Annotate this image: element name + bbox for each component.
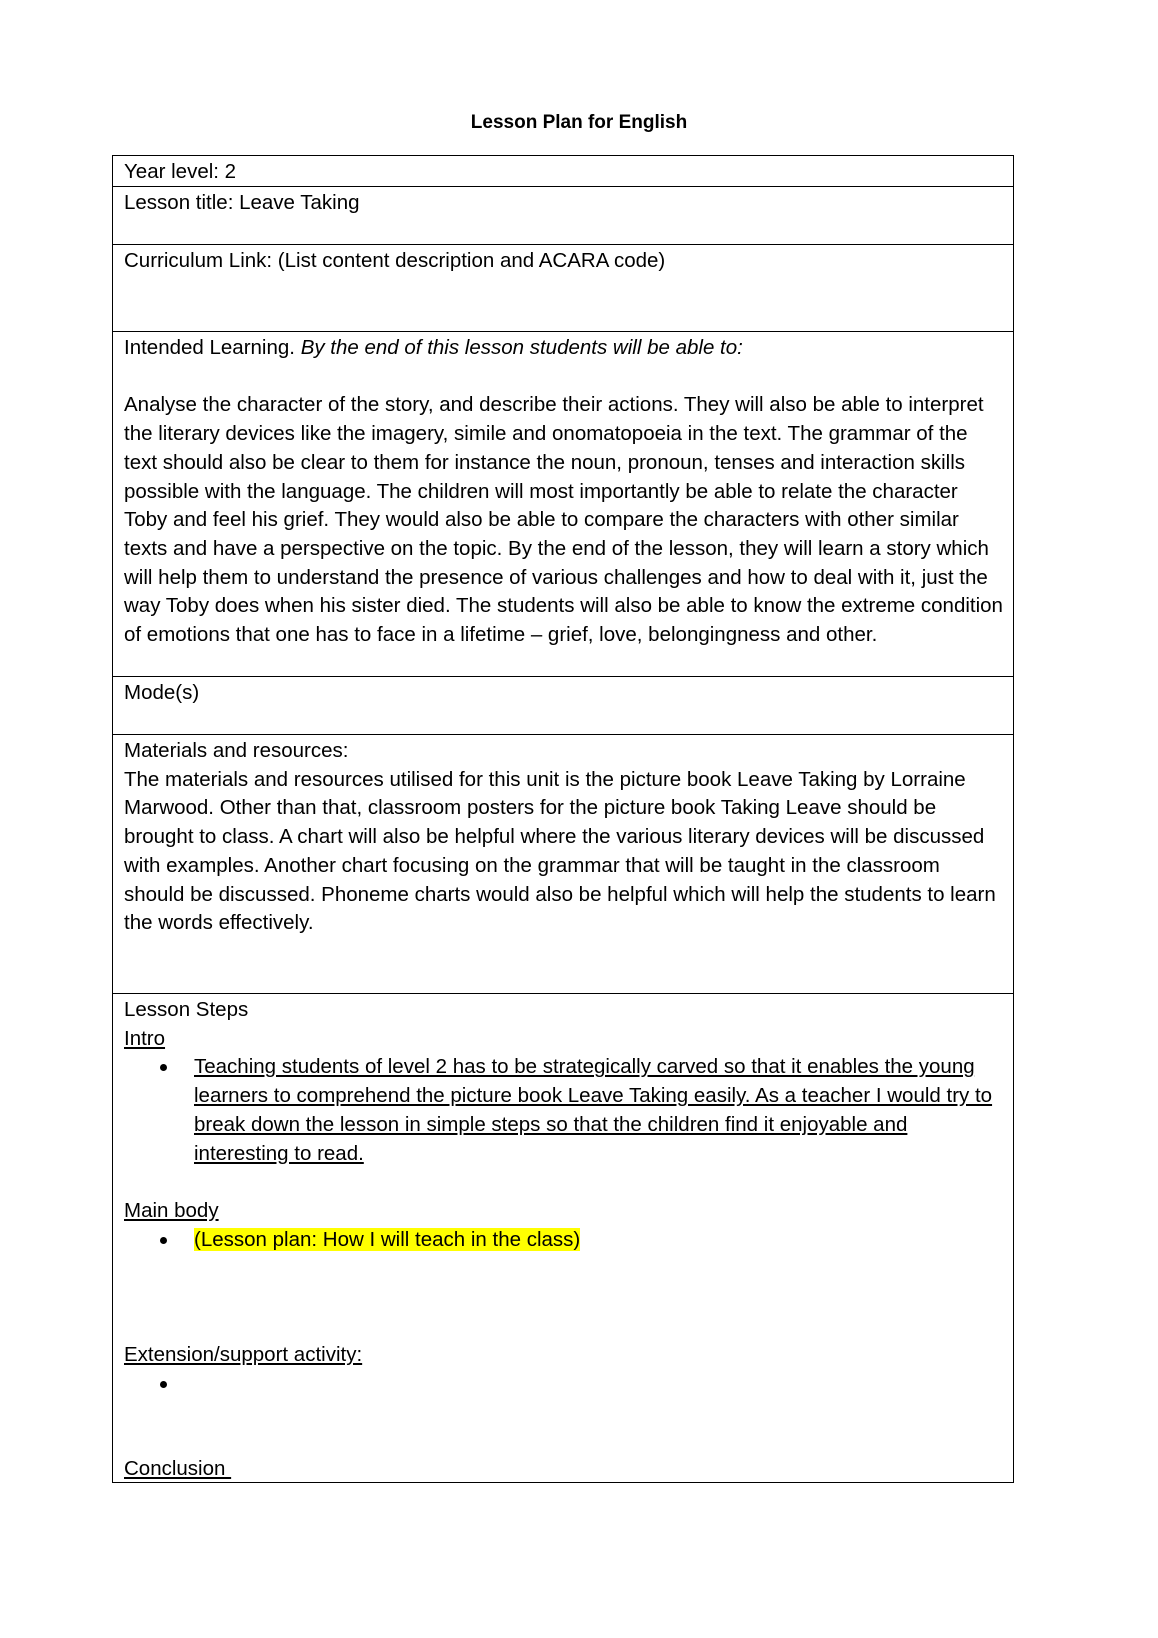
- page-title: Lesson Plan for English: [470, 112, 688, 133]
- materials-label: Materials and resources:: [124, 739, 349, 762]
- lesson-steps-row: [113, 993, 1013, 1482]
- intro-heading: Intro: [124, 1026, 166, 1050]
- conclusion-heading: Conclusion: [124, 1457, 232, 1481]
- lesson-title-row: [113, 186, 1013, 244]
- lesson-plan-table: [112, 155, 1014, 1483]
- intended-learning-row: [113, 331, 1013, 676]
- main-body-list-item: [194, 1226, 1003, 1255]
- modes-text: Mode(s): [124, 681, 200, 704]
- year-level-row: [113, 156, 1013, 186]
- extension-list: [124, 1370, 1003, 1399]
- curriculum-link-text: Curriculum Link: (List content description and ACARA code): [124, 249, 666, 272]
- extension-list-item: [194, 1370, 1003, 1399]
- lesson-steps-heading: Lesson Steps: [124, 998, 249, 1021]
- intro-list-item: Teaching students of level 2 has to be strategically carved so that it enables the young learners to comprehend the picture book Leave Taking easily. As a teacher I would try to break down the lesson in simple steps so that the children find it enjoyable and interesting to read.: [194, 1053, 1003, 1168]
- materials-row: [113, 734, 1013, 993]
- main-body-list: [124, 1226, 1003, 1255]
- intended-learning-prompt: By the end of this lesson students will be able to:: [300, 336, 743, 359]
- intended-learning-body: Analyse the character of the story, and describe their actions. They will also be able to interpret the literary devices like the imagery, simile and onomatopoeia in the text. The grammar of the text should also be clear to them for instance the noun, pronoun, tenses and interaction skills possible with the language. The children will most importantly be able to relate the character Toby and feel his grief. They would also be able to compare the characters with other similar texts and have a perspective on the topic. By the end of the lesson, they will learn a story which will help them to understand the presence of various challenges and how to deal with it, just the way Toby does when his sister died. The students will also be able to know the extreme condition of emotions that one has to face in a lifetime – grief, love, belongingness and other.: [124, 393, 1003, 647]
- intended-learning-label: Intended Learning.: [124, 336, 301, 359]
- modes-row: [113, 676, 1013, 734]
- materials-body: The materials and resources utilised for this unit is the picture book Leave Taking by Lorraine Marwood. Other than that, classroom posters for the picture book Taking Leave should be brought to class. A chart will also be helpful where the various literary devices will be discussed with examples. Another chart focusing on the grammar that will be taught in the classroom should be discussed. Phoneme charts would also be helpful which will help the students to learn the words effectively.: [124, 767, 996, 935]
- extension-heading: Extension/support activity:: [124, 1343, 363, 1366]
- curriculum-link-row: [113, 244, 1013, 331]
- lesson-title-text: Lesson title: Leave Taking: [124, 191, 360, 214]
- main-body-heading: Main body: [124, 1198, 219, 1222]
- main-body-highlight: (Lesson plan: How I will teach in the class): [194, 1227, 581, 1251]
- intro-list: [124, 1053, 1003, 1168]
- year-level-text: Year level: 2: [124, 160, 237, 183]
